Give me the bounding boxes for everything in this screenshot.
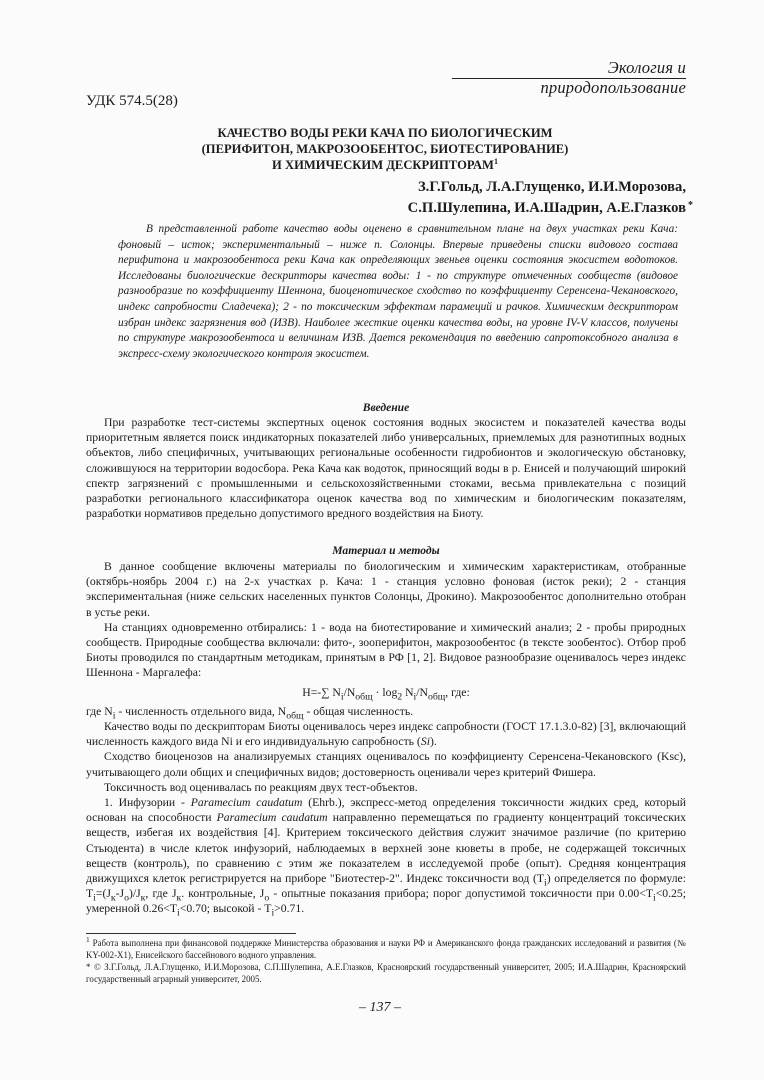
methods-paragraph-6: 1. Инфузории - Paramecium caudatum (Ehrb.), экспресс-метод определения токсичности жидких сред, который основан на способности Paramecium caudatum направленно перемещаться по градиенту концентраций токсических веществ, избегая их воздействия [4]. Критерием токсического действия служит значимое различие (по критерию Стьюдента) в числе клеток инфузорий, наблюдаемых в верхней зоне кюветы в пробе, не содержащей токсичных веществ (контроль), по сравнению с этим же показателем в исследуемой пробе (опыт). Средняя концентрация движущихся клеток регистрируется на приборе "Биотестер-2". Индекс токсичности вод $(T_i)$ определяется по формуле: $T_i=(J_к-J_о)/J_к$, где $J_к$. контрольные, $J_о$ - опытные показания прибора; порог допустимой токсичности при $0.00<T_i<0.25$; умеренной $0.26<T_i<0.70$; высокой - $T_i>0.71$. <box>86 796 686 919</box>
title-line-3: И ХИМИЧЕСКИМ ДЕСКРИПТОРАМ$^1$ <box>272 156 498 172</box>
methods-paragraph-5: Токсичность вод оценивалась по реакциям двух тест-объектов. <box>104 780 418 794</box>
methods-paragraph-2: На станциях одновременно отбирались: 1 - вода на биотестирование и химический анализ; 2 - пробы природных сообществ. Природные сообщества включали: фито-, зоoперифитон, макрозообентос (в тексте зообентос). Отбор проб Биоты проводился по стандартным методикам, принятым в РФ [1, 2]. Видовое разнообразие оценивалось через индекс Шеннона - Маргалефа: <box>86 620 686 680</box>
copyright-mark: * <box>688 200 693 211</box>
footnote-copyright: * © З.Г.Гольд, Л.А.Глущенко, И.И.Морозова, С.П.Шулепина, А.Е.Глазков, Красноярский государственный университет, 2005; И.А.Шадрин, Красноярский государственный аграрный университет, 2005. <box>86 962 686 984</box>
udk-code: УДК 574.5(28) <box>86 93 178 109</box>
title-line-1: КАЧЕСТВО ВОДЫ РЕКИ КАЧА ПО БИОЛОГИЧЕСКИМ <box>217 126 553 140</box>
footnotes <box>86 937 686 985</box>
authors-line-2: С.П.Шулепина, И.А.Шадрин, А.Е.Глазков <box>407 200 686 216</box>
abstract <box>118 222 678 362</box>
intro-body <box>86 415 686 521</box>
section-heading-methods: Материал и методы <box>332 544 440 557</box>
author-list <box>310 177 693 219</box>
running-head-rule <box>452 78 686 79</box>
methods-paragraph-3: Качество воды по дескрипторам Биоты оценивалось через индекс сапробности (ГОСТ 17.1.3.0-82) [3], включающий численность каждого вида Ni и его индивидуальную сапробность (Si). <box>86 720 686 749</box>
footnote-1: $^1$ Работа выполнена при финансовой поддержке Министерства образования и науки РФ и Американского фонда гражданских исследований и развития (№ KY-002-X1), Енисейского бассейнового водного управления. <box>86 935 686 960</box>
title-line-2: (ПЕРИФИТОН, МАКРОЗООБЕНТОС, БИОТЕСТИРОВАНИЕ) <box>201 142 569 156</box>
section-heading-intro: Введение <box>362 401 410 414</box>
methods-body <box>86 559 686 917</box>
methods-paragraph-1: В данное сообщение включены материалы по биологическим и химическим характеристикам, отобранные (октябрь-ноябрь 2004 г.) на 2-х участках р. Кача: 1 - станция условно фоновая (исток реки); 2 - станция экспериментальная (ниже сельских населенных пунктов Солонцы, Дрокино). Макрозообентос дополнительно отобран в устье реки. <box>86 560 686 619</box>
shannon-formula: H=-∑ $N_i/N_{общ} \cdot \log_2 N_i/N_{общ}$, где: <box>302 685 470 702</box>
authors-line-1: З.Г.Гольд, Л.А.Глущенко, И.И.Морозова, <box>417 179 686 195</box>
running-head: Экология и природопользование <box>540 58 686 97</box>
formula-legend: где $N_i$ - численность отдельного вида, $N_{общ}$ - общая численность. <box>86 704 414 722</box>
footnote-rule <box>86 933 296 934</box>
page-number: – 137 – <box>359 1000 401 1015</box>
methods-paragraph-4: Сходство биоценозов на анализируемых станциях оценивалось по коэффициенту Серенсена-Чекановского (Ksc), учитывающего доли общих и специфичных видов; достоверность оценивали через критерий Фишера. <box>86 750 686 779</box>
abstract-text: В представленной работе качество воды оценено в сравнительном плане на двух участках реки Кача: фоновый – исток; экспериментальный – ниже п. Солонцы. Впервые приведены списки видового состава перифитона и макрозообентоса реки Кача как определяющих звеньев оценки состояния экосистем водотоков. Исследованы биологические дескрипторы качества воды: 1 - по структуре отмеченных сообществ (видовое разнообразие по коэффициенту Шеннона, биоценотическое сходство по коэффициенту Серенсена-Чекановского, индекс сапробности Сладечека); 2 - по токсическим эффектам парамеций и рачков. Химическим дескриптором избран индекс загрязнения вод (ИЗВ). Наиболее жесткие оценки качества воды, на уровне IV-V классов, получены по структуре макрозообентоса и величинам ИЗВ. Дается рекомендация по введению сапротоксобного анализа в экспресс-схему экологического контроля экосистем. <box>118 223 678 360</box>
intro-paragraph: При разработке тест-системы экспертных оценок состояния водных экосистем и показателей качества воды приоритетным является поиск индикаторных показателей либо универсальных, приемлемых для разнотипных водных объектов, либо специфичных, учитывающих региональные особенности гидробионтов и экологическую обстановку, сложившуюся на территории водосбора. Река Кача как водоток, приносящий воды в р. Енисей и получающий широкий спектр загрязнений с промышленными и сельскохозяйственными стоками, весьма привлекательна с позиций разработки регионального классификатора оценок качества вод по химическим и биологическим показателям, разработки нормативов предельно допустимого вредного воздействия на Биоту. <box>86 416 686 521</box>
article-title <box>150 125 620 173</box>
title-footnote-mark: 1 <box>493 156 498 166</box>
